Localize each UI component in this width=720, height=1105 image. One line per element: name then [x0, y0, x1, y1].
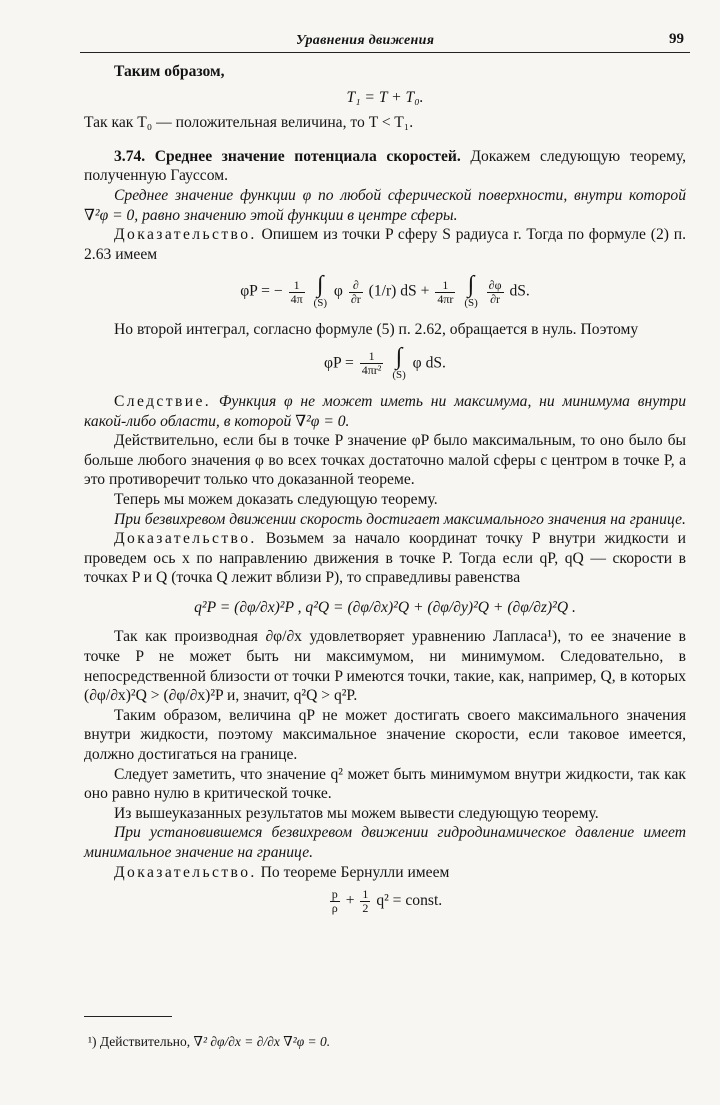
proof-label-2: Доказательство.: [114, 530, 257, 548]
equation-5: $\frac{p}{\rho}$ + $\frac{1}{2}$ q² = const.: [331, 887, 443, 916]
proof-1: [84, 225, 686, 264]
proof-label-3: Доказательство.: [114, 863, 257, 881]
footnote: [88, 1032, 330, 1052]
footnote-formula: ∇² ∂φ/∂x = ∂/∂x ∇²φ = 0.: [193, 1034, 331, 1049]
proof-2: [84, 529, 686, 588]
running-head: Уравнения движения: [296, 33, 435, 48]
equation-2: φP = − $\frac{1}{4\pi}$ ∫ (S) φ $\frac{\partial}{\partial r}$ (1/r) dS + $\frac{1}{4\pi r}$ ∫ (S) $\frac{\partial\varphi}{\partial r}$ dS.: [240, 272, 530, 310]
paragraph-3: Но второй интеграл, согласно формуле (5) п. 2.62, обращается в нуль. Поэтому: [114, 321, 639, 339]
proof-3-text: По теореме Бернулли имеем: [260, 863, 450, 881]
page-header: [80, 30, 690, 53]
paragraph-4: Действительно, если бы в точке P значение φP было максимальным, то оно было бы больше любого значения φ во всех точках достаточно малой сферы с центром в точке P, а это противоречит только что доказанной теореме.: [84, 432, 686, 489]
section-title: 3.74. Среднее значение потенциала скоростей.: [114, 147, 461, 165]
paragraph-2: Так как T₀ — положительная величина, то T < T₁.: [84, 114, 414, 132]
equation-1: T₁ = T + T₀.: [346, 88, 424, 106]
corollary-text: Функция φ не может иметь ни максимума, ни минимума внутри какой-либо области, в которой ∇²φ = 0.: [84, 392, 686, 430]
footnote-mark: ¹) Действительно,: [88, 1034, 191, 1049]
footnote-divider: [84, 1016, 172, 1017]
page-body: [84, 62, 686, 915]
corollary: [84, 392, 686, 431]
proof-3: [84, 863, 686, 883]
corollary-label: Следствие.: [114, 392, 212, 410]
integral-sign: ∫ (S): [392, 343, 406, 381]
page-number: 99: [669, 31, 684, 47]
proof-label-1: Доказательство.: [114, 226, 257, 244]
paragraph-7: Таким образом, величина qP не может достигать своего максимального значения внутри жидкости, поэтому максимальное значение скорости, если таковое имеется, должно достигаться на границе.: [84, 706, 686, 764]
paragraph-intro: Таким образом,: [114, 63, 225, 80]
section-heading: [84, 147, 686, 186]
section-lead: Докажем следующую теорему, полученную Гауссом.: [84, 147, 687, 185]
paragraph-6: Так как производная ∂φ/∂x удовлетворяет уравнению Лапласа¹), то ее значение в точке P не может быть ни максимумом, ни минимумом. Следовательно, в непосредственной близости от точки P имеются точки, такие, как, например, Q, в которых (∂φ/∂x)²Q > (∂φ/∂x)²P и, значит, q²Q > q²P.: [84, 628, 686, 705]
theorem-1: Среднее значение функции φ по любой сферической поверхности, внутри которой ∇²φ = 0, равно значению этой функции в центре сферы.: [84, 186, 686, 224]
paragraph-5: Теперь мы можем доказать следующую теорему.: [114, 490, 438, 508]
equation-4: q²P = (∂φ/∂x)²P , q²Q = (∂φ/∂x)²Q + (∂φ/∂y)²Q + (∂φ/∂z)²Q .: [194, 598, 576, 616]
integral-sign: ∫ (S): [464, 272, 478, 310]
proof-2-text: Возьмем за начало координат точку P внутри жидкости и проведем ось x по направлению движения в точке P. Тогда если qP, qQ — скорости в точках P и Q (точка Q лежит вблизи P), то справедливы равенства: [84, 530, 686, 587]
theorem-2: При безвихревом движении скорость достигает максимального значения на границе.: [114, 510, 686, 528]
paragraph-8: Следует заметить, что значение q² может быть минимумом внутри жидкости, так как оно равно нулю в критической точке.: [84, 765, 686, 803]
proof-1-text: Опишем из точки P сферу S радиуса r. Тогда по формуле (2) п. 2.63 имеем: [84, 226, 687, 263]
equation-3: φP = $\frac{1}{\text{4πr²}}$ ∫ (S) φ dS.: [324, 343, 446, 381]
integral-sign: ∫ (S): [313, 272, 327, 310]
paragraph-9: Из вышеуказанных результатов мы можем вывести следующую теорему.: [114, 804, 599, 822]
theorem-3: При установившемся безвихревом движении гидродинамическое давление имеет минимальное значение на границе.: [84, 824, 686, 861]
